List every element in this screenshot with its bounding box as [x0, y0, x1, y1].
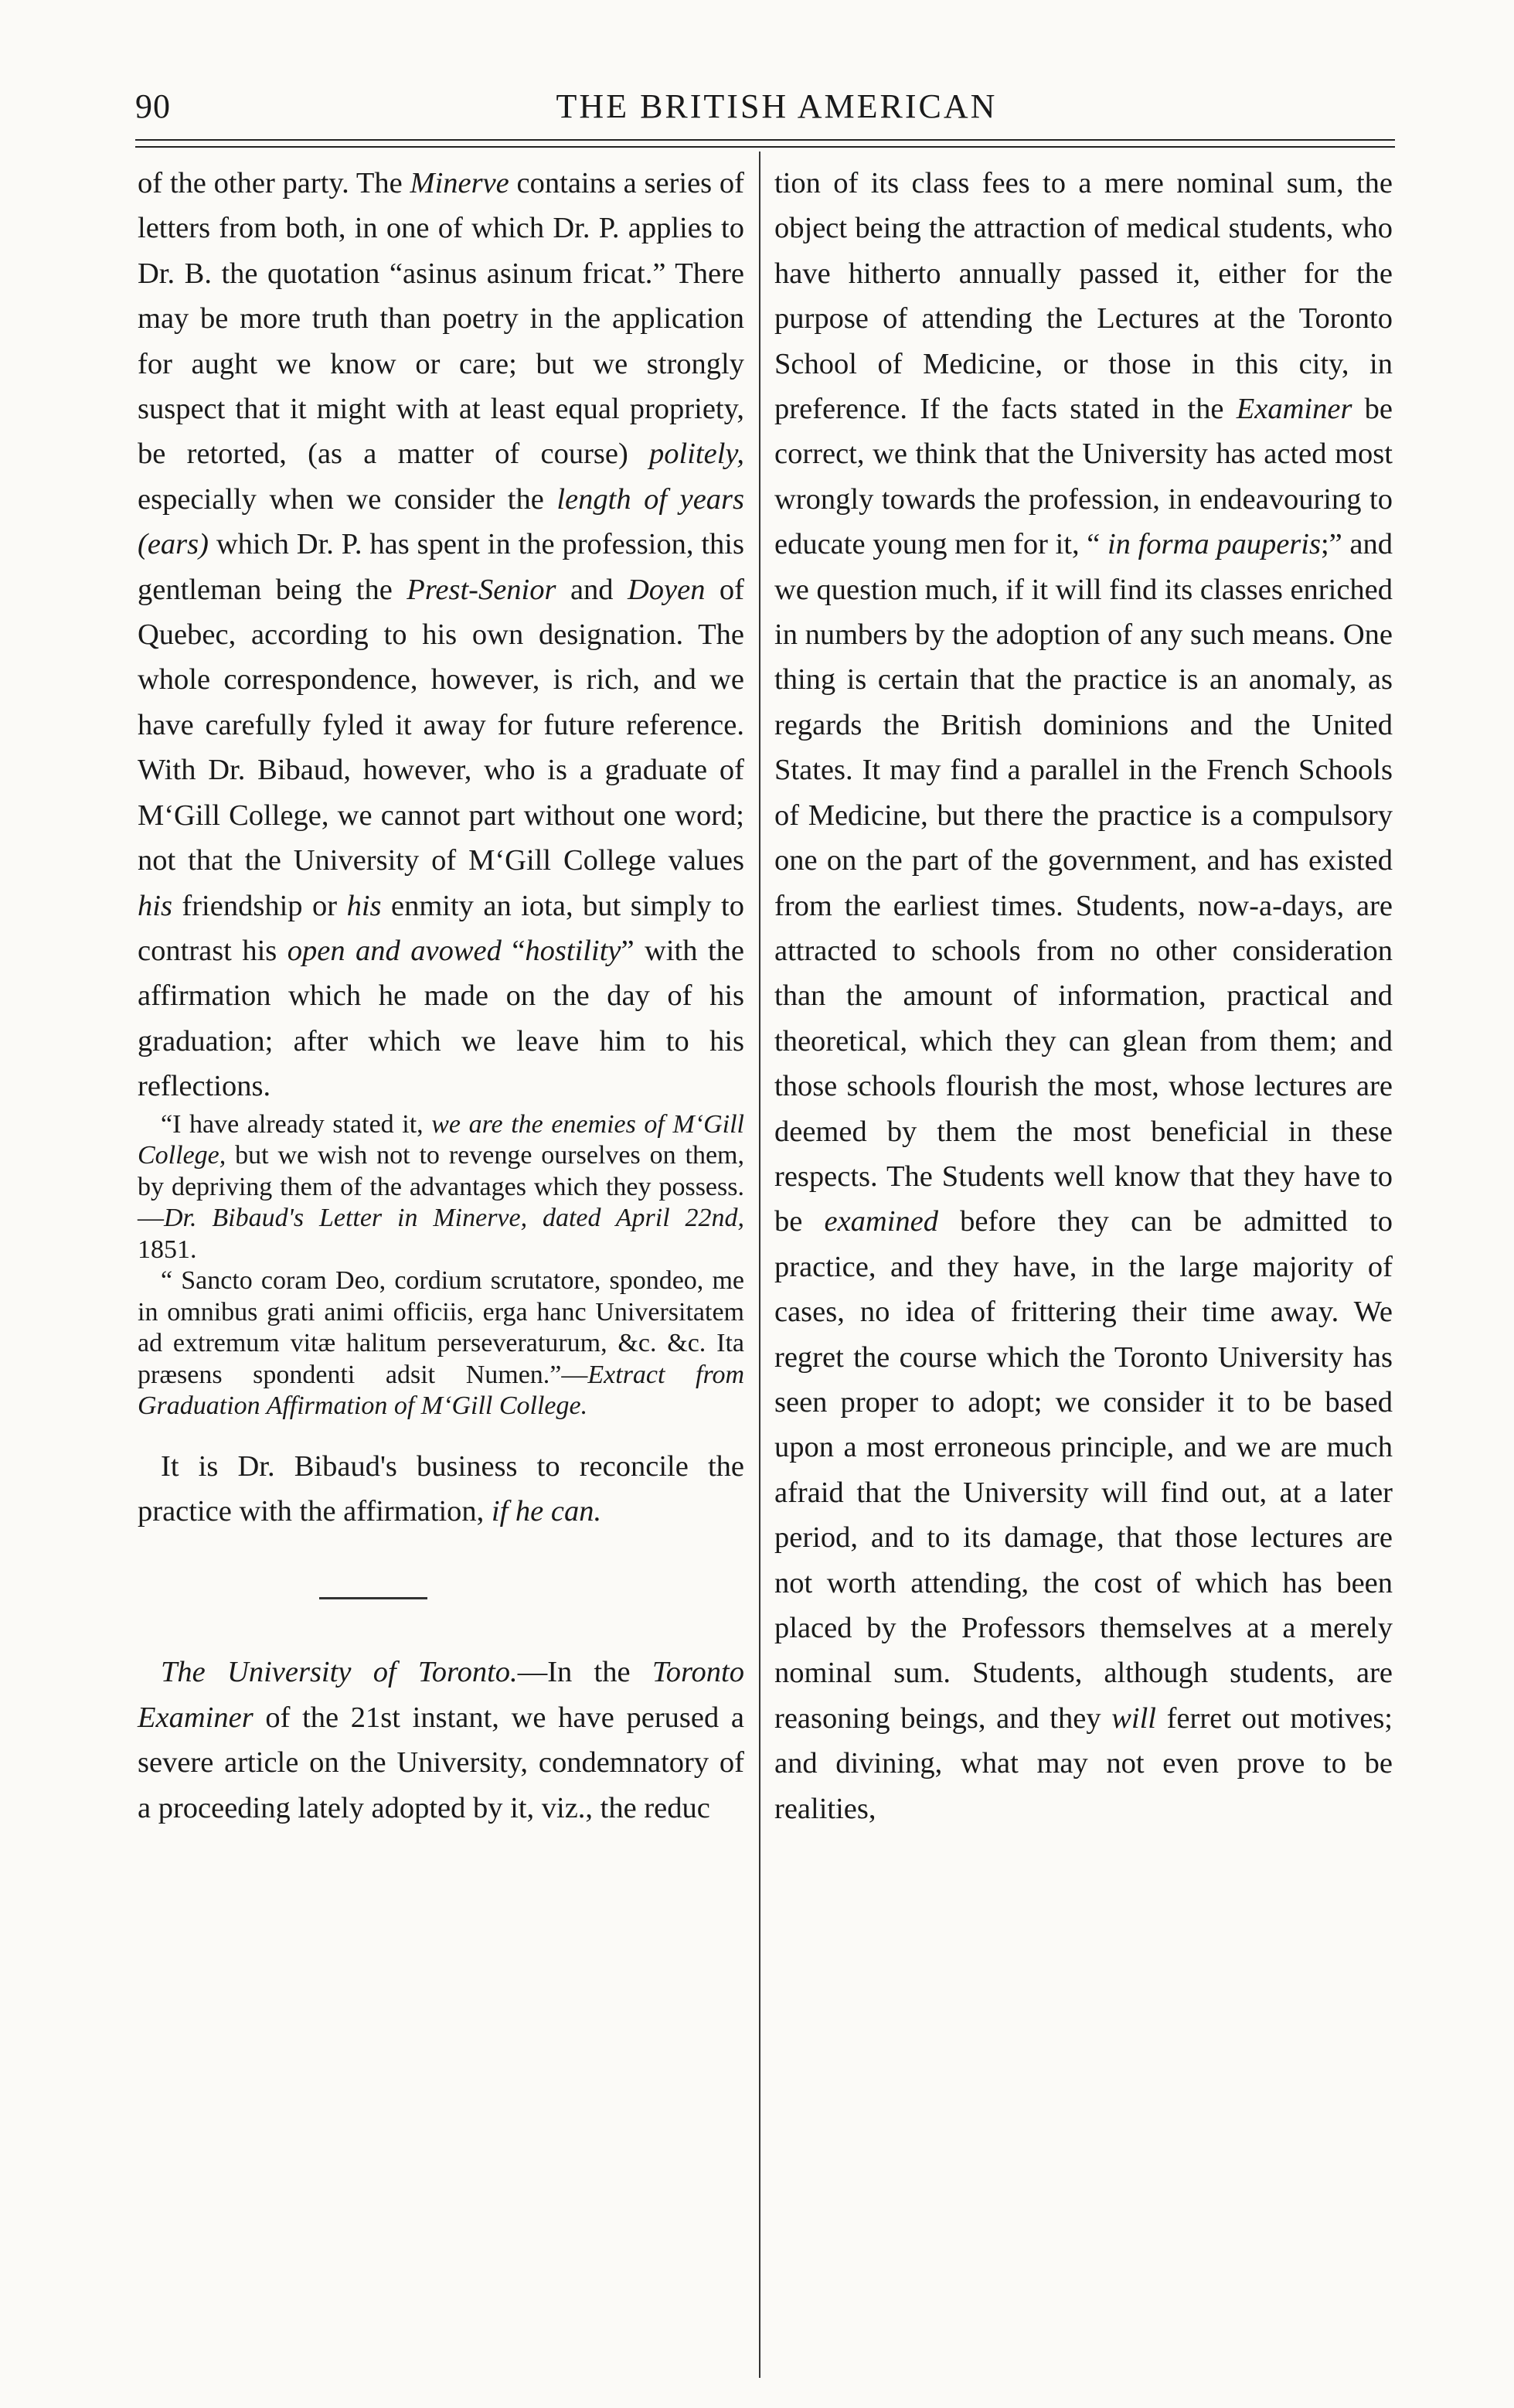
paragraph-reconcile: It is Dr. Bibaud's business to reconcile the practice with the affirmation, if he can. [138, 1449, 744, 1528]
page-header [135, 87, 1387, 138]
column-divider [759, 152, 760, 2378]
paragraph-minerve: of the other party. The Minerve contains a series of letters from both, in one of which Dr. P. applies to Dr. B. the quotation “asinus asinum fricat.” There may be more truth than poetry in the application for aught we know or care; but we strongly suspect that it might with at least equal propriety, be retorted, (as a matter of course) politely, especially when we consider the length of years (ears) which Dr. P. has spent in the profession, this gentleman being the Prest-Senior and Doyen of Quebec, according to his own designation. The whole correspondence, however, is rich, and we have carefully fyled it away for future reference. With Dr. Bibaud, however, who is a graduate of M‘Gill College, we cannot part without one word; not that the University of M‘Gill College values his friendship or his enmity an iota, but simply to contrast his open and avowed “hostility” with the affirmation which he made on the day of his graduation; after which we leave him to his reflections. [138, 167, 745, 1103]
paragraph-class-fees: tion of its class fees to a mere nominal sum, the object being the attraction of medical students, who have hitherto annually passed it, either for the purpose of attending the Lectures at the Toronto School of Medicine, or those in this city, in preference. If the facts stated in the Examiner be correct, we think that the University has acted most wrongly towards the profession, in endeavouring to educate young men for it, “ in forma pauperis;” and we question much, if it will find its classes enriched in numbers by the adoption of any such means. One thing is certain that the practice is an anomaly, as regards the British dominions and the United States. It may find a parallel in the French Schools of Medicine, but there the practice is a compulsory one on the part of the government, and has existed from the earliest times. Students, now-a-days, are attracted to schools from no other consideration than the amount of information, practical and theoretical, which they can glean from them; and those schools flourish the most, whose lectures are deemed by them the most beneficial in these respects. The Students well know that they have to be examined before they can be admitted to practice, and they have, in the large majority of cases, no idea of frittering their time away. We regret the course which the Toronto University has seen proper to adopt; we consider it to be based upon a most erroneous principle, and we are much afraid that the University will find out, at a later period, and to its damage, that those lectures are not worth attending, the cost of which has been placed by the Professors themselves at a merely nominal sum. Students, although students, are reasoning beings, and they will ferret out motives; and divining, what may not even prove to be realities, [774, 167, 1393, 1825]
section-break [138, 1534, 744, 1650]
paragraph-university-of-toronto: The University of Toronto.—In the Toronto Examiner of the 21st instant, we have perused a severe article on the University, condemnatory of a proceeding lately adopted by it, viz., the reduc [138, 1656, 745, 1824]
section-break-dash [319, 1597, 427, 1599]
quote-graduation-affirmation: “ Sancto coram Deo, cordium scrutatore, spondeo, me in omnibus grati animi officiis, erga hanc Universitatem ad extremum vitæ halitum perseveraturum, &c. &c. Ita præsens spondenti adsit Numen.”—Extract from Graduation Affirmation of M‘Gill College. [138, 1266, 745, 1421]
page-number: 90 [135, 87, 171, 125]
left-column [138, 161, 744, 2372]
right-column [774, 161, 1393, 2372]
quote-bibaud-letter: “I have already stated it, we are the enemies of M‘Gill College, but we wish not to revenge ourselves on them, by depriving them of the advantages which they possess.—Dr. Bibaud's Letter in Minerve, dated April 22nd, 1851. [138, 1109, 744, 1264]
running-title: THE BRITISH AMERICAN [556, 87, 998, 125]
header-double-rule [135, 139, 1395, 148]
